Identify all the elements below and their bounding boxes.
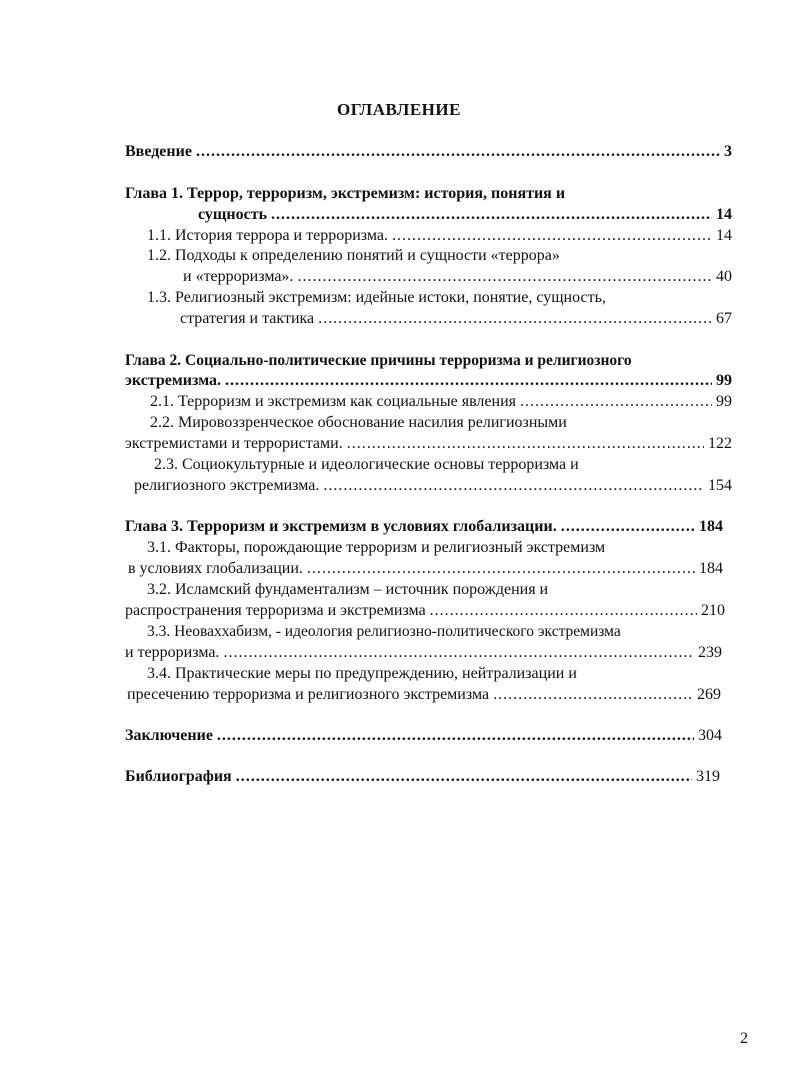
toc-leader — [430, 601, 697, 621]
toc-page: 184 — [699, 560, 723, 577]
toc-leader — [196, 142, 720, 162]
toc-entry-3-2-line-1: 3.2. Исламский фундаментализм – источник порождения и — [147, 581, 549, 598]
toc-entry-2-3-line-2: религиозного экстремизма. ..... 154 — [134, 476, 732, 496]
toc-leader — [271, 205, 712, 225]
toc-entry-3-1-line-2: в условиях глобализации. ..... 184 — [128, 559, 723, 579]
toc-page: 3 — [724, 143, 732, 160]
toc-entry-3-4-line-1: 3.4. Практические меры по предупреждению, нейтрализации и — [147, 665, 577, 682]
toc-leader — [307, 559, 695, 579]
toc-leader — [347, 434, 704, 454]
toc-entry-1-3-line-2: стратегия и тактика ..... 67 — [180, 309, 732, 329]
toc-leader — [493, 685, 693, 705]
toc-page: 319 — [696, 768, 720, 785]
chapter-1-title-line-1: Глава 1. Террор, терроризм, экстремизм: история, понятия и — [125, 185, 566, 202]
toc-page: 99 — [716, 372, 732, 389]
toc-page: 210 — [701, 602, 725, 619]
toc-leader — [392, 226, 712, 246]
toc-leader — [520, 392, 712, 412]
toc-label: Введение — [125, 143, 192, 160]
toc-page: 184 — [699, 518, 723, 535]
toc-entry-3-2-line-2: распространения терроризма и экстремизма ..... 210 — [125, 601, 725, 621]
toc-page: 99 — [716, 393, 732, 410]
toc-leader — [217, 726, 694, 746]
toc-leader — [561, 517, 695, 537]
toc-leader — [236, 767, 692, 787]
toc-page: 269 — [697, 686, 721, 703]
chapter-2-title-line-1: Глава 2. Социально-политические причины терроризма и религиозного — [125, 352, 632, 369]
chapter-2-title-line-2: экстремизма. ..... 99 — [125, 371, 732, 391]
chapter-1-title-line-2: сущность ..... 14 — [198, 205, 732, 225]
toc-entry-3-3-line-1: 3.3. Неоваххабизм, - идеология религиозно-политического экстремизма — [147, 623, 621, 640]
toc-entry-intro — [125, 142, 732, 162]
toc-leader — [223, 643, 694, 663]
page-number: 2 — [740, 1030, 748, 1047]
toc-entry-3-4-line-2: пресечению терроризма и религиозного экстремизма ..... 269 — [127, 685, 721, 705]
toc-page: 67 — [716, 310, 732, 327]
toc-entry-bibliography: Библиография ..... 319 — [125, 767, 720, 787]
toc-entry-1-1: 1.1. История террора и терроризма. ..... 14 — [147, 226, 732, 246]
toc-entry-1-2-line-2: и «терроризма». ..... 40 — [183, 267, 732, 287]
chapter-3-title: Глава 3. Терроризм и экстремизм в условиях глобализации. ..... 184 — [125, 517, 723, 537]
toc-leader — [318, 309, 712, 329]
toc-entry-conclusion: Заключение ..... 304 — [125, 726, 722, 746]
toc-page: 304 — [698, 727, 722, 744]
toc-entry-2-3-line-1: 2.3. Социокультурные и идеологические основы терроризма и — [154, 456, 579, 473]
toc-entry-2-1: 2.1. Терроризм и экстремизм как социальные явления ..... 99 — [150, 392, 732, 412]
toc-entry-3-3-line-2: и терроризма. ..... 239 — [125, 643, 722, 663]
toc-page: 239 — [698, 644, 722, 661]
toc-page: 40 — [716, 268, 732, 285]
toc-entry-1-2-line-1: 1.2. Подходы к определению понятий и сущности «террора» — [147, 247, 560, 264]
page-title: ОГЛАВЛЕНИЕ — [337, 100, 461, 119]
toc-leader — [323, 476, 704, 496]
toc-entry-3-1-line-1: 3.1. Факторы, порождающие терроризм и религиозный экстремизм — [147, 539, 606, 556]
toc-entry-2-2-line-2: экстремистами и террористами. ..... 122 — [125, 434, 732, 454]
toc-entry-2-2-line-1: 2.2. Мировоззренческое обоснование насилия религиозными — [150, 414, 567, 431]
toc-page: 154 — [708, 477, 732, 494]
toc-leader — [225, 371, 712, 391]
toc-leader — [297, 267, 712, 287]
toc-page: 122 — [708, 435, 732, 452]
toc-entry-1-3-line-1: 1.3. Религиозный экстремизм: идейные истоки, понятие, сущность, — [147, 289, 606, 306]
toc-page: 14 — [716, 227, 732, 244]
toc-page: 14 — [716, 206, 732, 223]
